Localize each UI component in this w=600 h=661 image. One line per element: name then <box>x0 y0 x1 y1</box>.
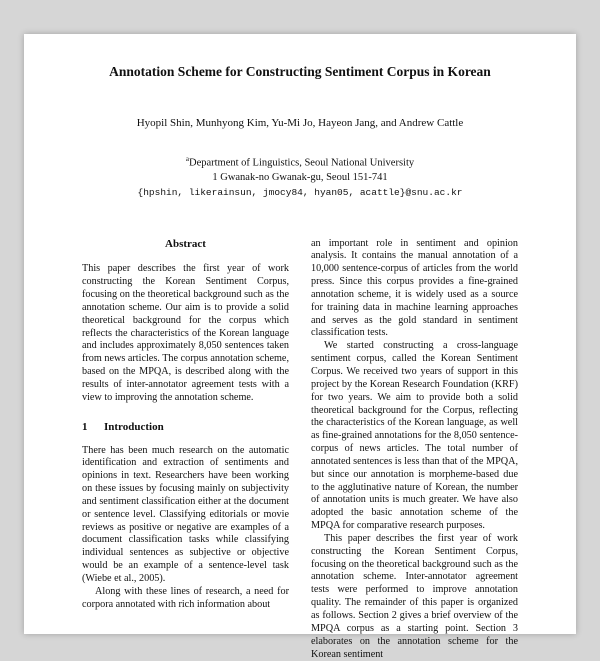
intro-paragraph-2: Along with these lines of research, a need for corpora annotated with rich information about <box>82 585 289 610</box>
right-paragraph-2: We started constructing a cross-language sentiment corpus, called the Korean Sentiment Corpus. We received two years of support in this project by the Korean Research Foundation (KRF) for two years. We aim to provide both a solid theoretical background for the Corpus, reflecting the characteristics of the Korean language, as well as fine-grained annotations for the 8,050 sentence-corpus of news articles. The total number of annotated sentences is less than that of the MPQA, but since our annotation is morpheme-based due to the agglutinative nature of Korean, the number of annotation units is much greater. We have also adopted the basic annotation scheme of the MPQA for comparative research purposes. <box>311 340 518 532</box>
left-column <box>82 238 289 661</box>
paper-title: Annotation Scheme for Constructing Sentiment Corpus in Korean <box>109 64 491 79</box>
section-1-number: 1 <box>82 420 88 433</box>
abstract-body: This paper describes the first year of work constructing the Korean Sentiment Corpus, focusing on the theoretical background such as the annotation scheme. Our aim is to provide a solid theoretical background for the corpus which reflects the characteristics of the Korean language and includes approximately 8,050 sentences taken from news articles. The corpus annotation scheme, based on the MPQA, is described along with the results of inter-annotator agreement tests with a view to improving the annotation scheme. <box>82 263 289 403</box>
section-1-title: Introduction <box>104 420 164 433</box>
two-column-body <box>82 238 518 661</box>
affiliation-marker: a <box>185 154 189 163</box>
authors-line: Hyopil Shin, Munhyong Kim, Yu-Mi Jo, Hayeon Jang, and Andrew Cattle <box>136 116 464 129</box>
paper-page <box>24 34 576 660</box>
right-paragraph-3: This paper describes the first year of work constructing the Korean Sentiment Corpus, focusing on the theoretical background such as the annotation scheme. Inter-annotator agreement tests were performed to improve annotation quality. The remainder of this paper is organized as follows. Section 2 gives a brief overview of the MPQA corpus as a starting point. Section 3 elaborates on the annotation scheme for the Korean sentiment <box>311 532 518 660</box>
affiliation-block <box>82 155 518 200</box>
affiliation-address: 1 Gwanak-no Gwanak-gu, Seoul 151-741 <box>212 171 388 183</box>
right-column <box>311 238 518 661</box>
intro-paragraph-1: There has been much research on the automatic identification and extraction of sentiments and opinions in text. Researchers have been working on these issues by focusing mainly on subjectivity and sentiment classification either at the document or sentence level. Classifying editorials or movie reviews as positive or negative are examples of a document classification tasks while classifying individual sentences as subjective or objective would be an example of a sentence-level task (Wiebe et al., 2005). <box>82 444 289 584</box>
section-1-heading <box>82 421 289 435</box>
abstract-heading: Abstract <box>165 237 206 250</box>
affiliation-department: Department of Linguistics, Seoul National University <box>188 157 415 169</box>
email-line: {hpshin, likerainsun, jmocy84, hyan05, acattle}@snu.ac.kr <box>137 186 463 198</box>
right-paragraph-1: an important role in sentiment and opinion analysis. It contains the manual annotation of a 10,000 sentence-corpus of articles from the world press. Since this corpus provides a fine-grained annotation scheme, it is widely used as a source for training data in machine learning approaches and serves as the gold standard in sentiment classification tests. <box>311 237 518 339</box>
affiliation-line-1 <box>82 155 518 171</box>
